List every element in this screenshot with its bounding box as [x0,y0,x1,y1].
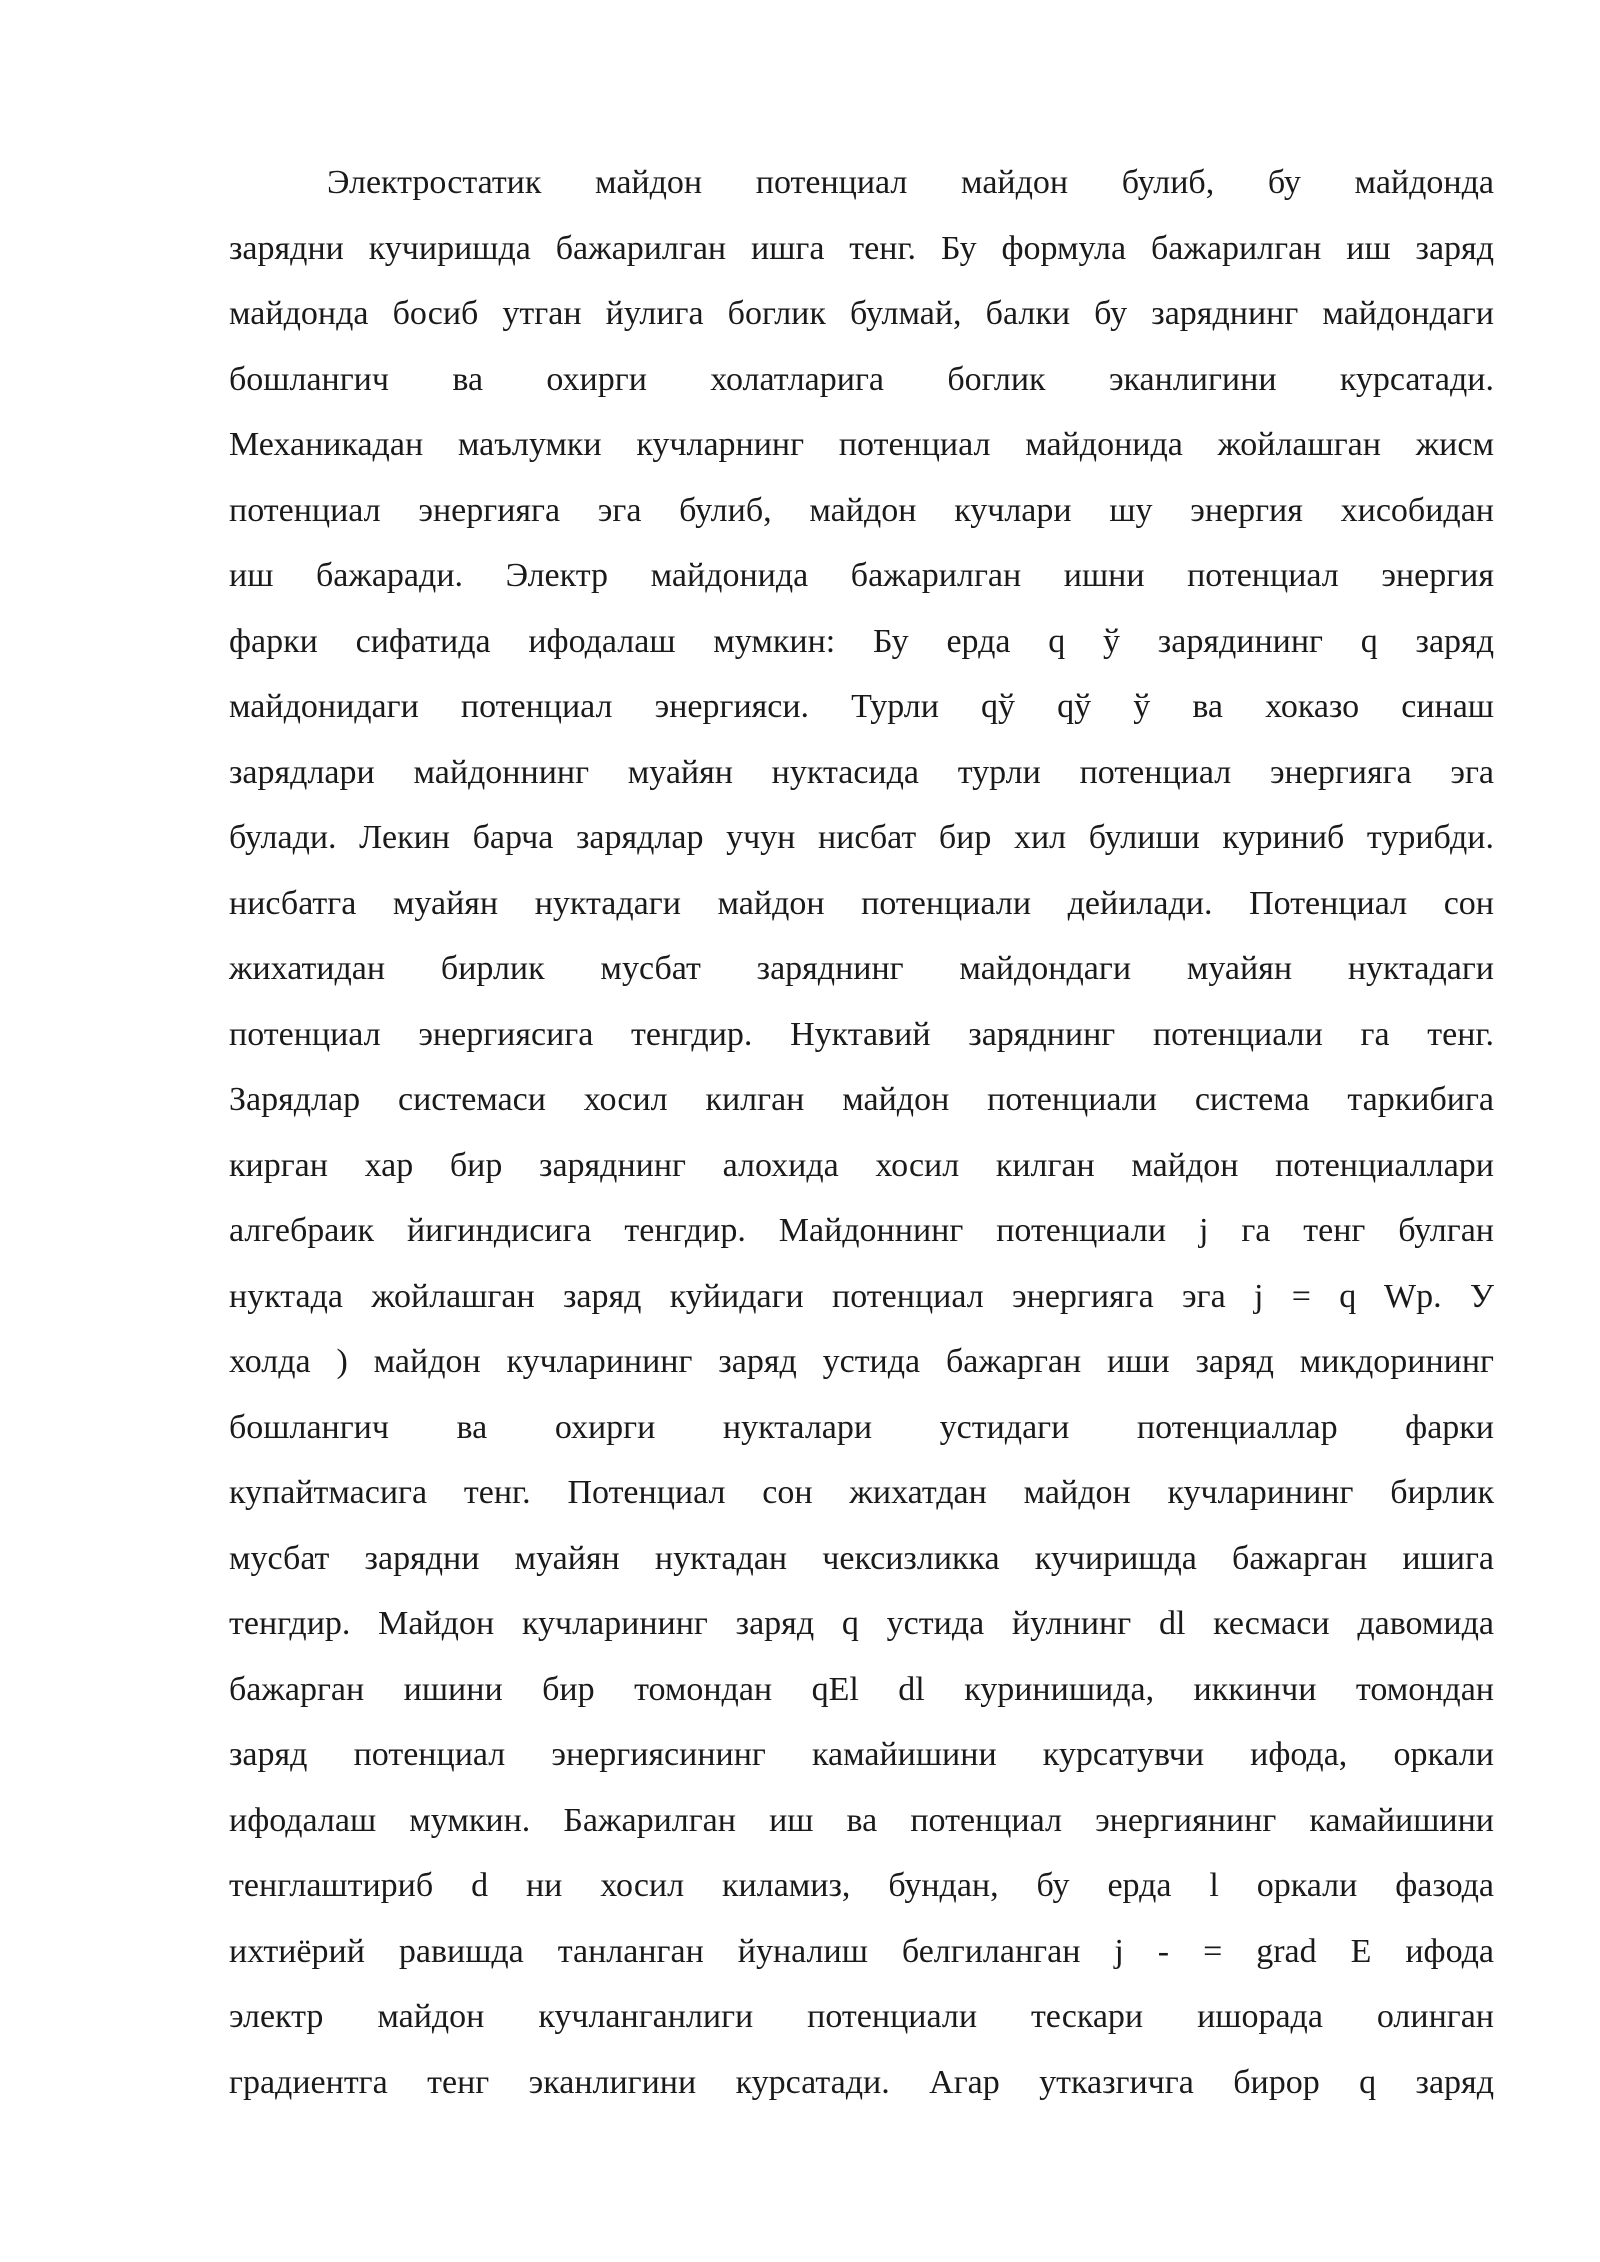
text-line: бажарган ишини бир томондан qEl dl куринишида, иккинчи томондан [229,1670,1494,1708]
text-line: ифодалаш мумкин. Бажарилган иш ва потенциал энергиянинг камайишини [229,1801,1494,1839]
text-line: бошлангич ва охирги нукталари устидаги потенциаллар фарки [229,1408,1494,1446]
text-line: бошлангич ва охирги холатларига боглик эканлигини курсатади. [229,360,1494,398]
body-text [229,150,1494,2115]
text-line: купайтмасига тенг. Потенциал сон жихатдан майдон кучларининг бирлик [229,1474,1494,1511]
text-line: нуктада жойлашган заряд куйидаги потенциал энергияга эга j = q Wp. У [229,1277,1494,1315]
text-line: майдонидаги потенциал энергияси. Турли qў qў ў ва хоказо синаш [229,688,1494,725]
text-line: потенциал энергияга эга булиб, майдон кучлари шу энергия хисобидан [229,491,1494,529]
text-line: зарядлари майдоннинг муайян нуктасида турли потенциал энергияга эга [229,753,1494,791]
text-line: кирган хар бир заряднинг алохида хосил килган майдон потенциаллари [229,1146,1494,1184]
text-line: мусбат зарядни муайян нуктадан чексизликка кучиришда бажарган ишига [229,1539,1494,1577]
text-line: фарки сифатида ифодалаш мумкин: Бу ерда q ў зарядининг q заряд [229,622,1494,660]
text-line: заряд потенциал энергиясининг камайишини курсатувчи ифода, оркали [229,1736,1494,1773]
text-line: жихатидан бирлик мусбат заряднинг майдондаги муайян нуктадаги [229,950,1494,987]
text-line: иш бажаради. Электр майдонида бажарилган ишни потенциал энергия [229,557,1494,594]
text-line: тенглаштириб d ни хосил киламиз, бундан, бу ерда l оркали фазода [229,1867,1494,1904]
text-line: Механикадан маълумки кучларнинг потенциал майдонида жойлашган жисм [229,426,1494,463]
text-line: тенгдир. Майдон кучларининг заряд q устида йулнинг dl кесмаси давомида [229,1605,1494,1642]
text-line: ихтиёрий равишда танланган йуналиш белгиланган j - = grad E ифода [229,1932,1494,1970]
text-line: майдонда босиб утган йулига боглик булмай, балки бу заряднинг майдондаги [229,295,1494,332]
text-line: нисбатга муайян нуктадаги майдон потенциали дейилади. Потенциал сон [229,884,1494,922]
text-line: алгебраик йигиндисига тенгдир. Майдоннинг потенциали j га тенг булган [229,1212,1494,1249]
text-line: Зарядлар системаси хосил килган майдон потенциали система таркибига [229,1081,1494,1118]
text-line: холда ) майдон кучларининг заряд устида бажарган иши заряд микдорининг [229,1343,1494,1380]
text-line: Электростатик майдон потенциал майдон булиб, бу майдонда [327,164,1494,201]
text-line: потенциал энергиясига тенгдир. Нуктавий заряднинг потенциали га тенг. [229,1015,1494,1053]
text-line: градиентга тенг эканлигини курсатади. Агар утказгичга бирор q заряд [229,2063,1494,2101]
text-line: булади. Лекин барча зарядлар учун нисбат бир хил булиши куриниб турибди. [229,819,1494,856]
text-line: зарядни кучиришда бажарилган ишга тенг. Бу формула бажарилган иш заряд [229,229,1494,267]
text-line: электр майдон кучланганлиги потенциали тескари ишорада олинган [229,1998,1494,2035]
